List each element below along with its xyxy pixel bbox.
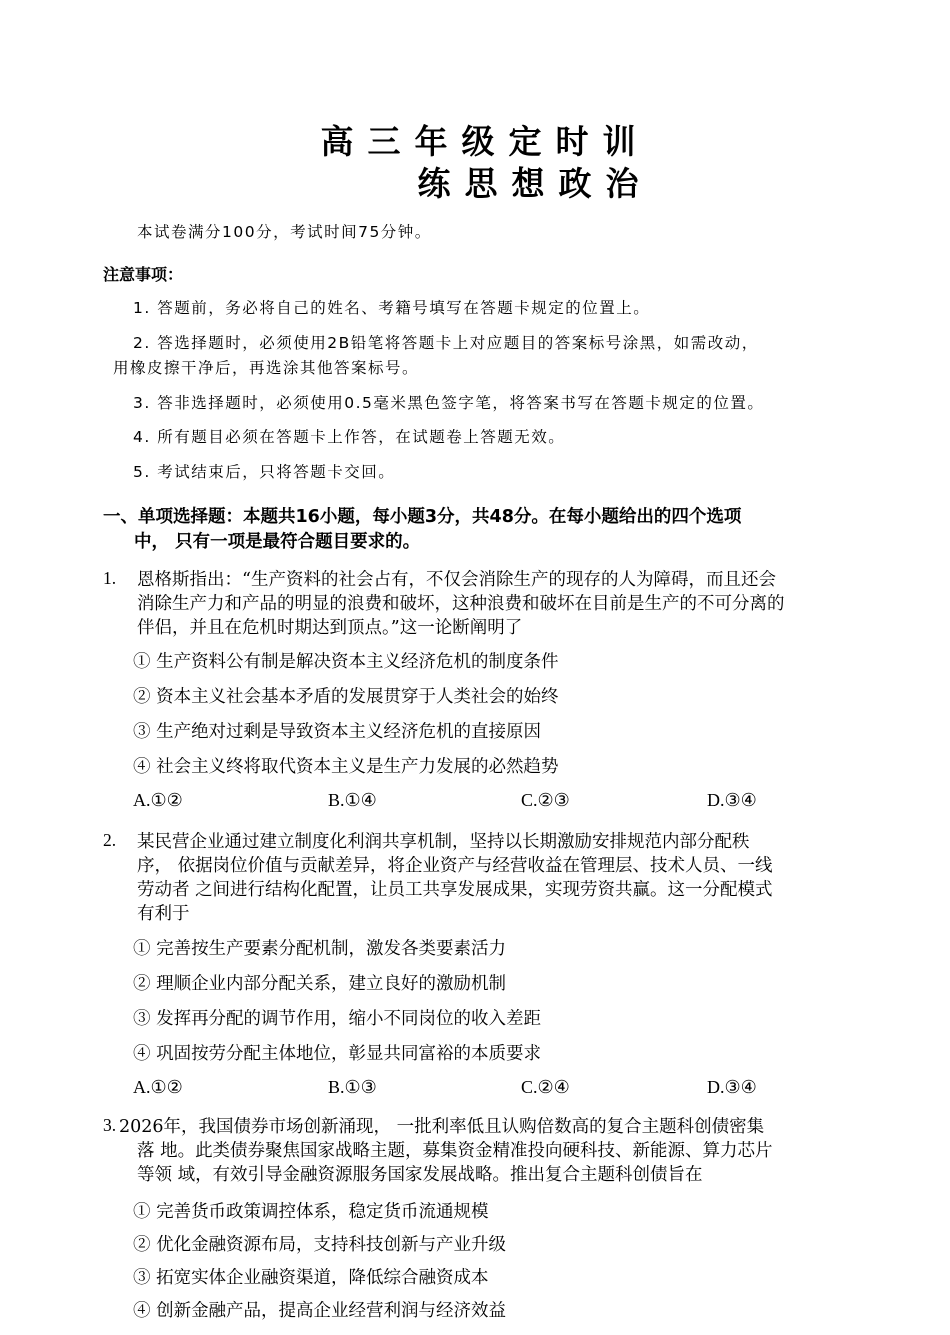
question-option: ② 资本主义社会基本矛盾的发展贯穿于人类社会的始终 [133, 687, 559, 707]
question-stem [137, 568, 785, 640]
question-option: ② 优化金融资源布局，支持科技创新与产业升级 [133, 1235, 507, 1255]
question-number: 3. [103, 1115, 117, 1135]
question-stem-line: 消除生产力和产品的明显的浪费和破坏，这种浪费和破坏在目前是生产的不可分离的 [137, 594, 785, 614]
exam-subtitle: 本试卷满分100分，考试时间75分钟。 [137, 223, 432, 241]
answer-choice-d: D.③④ [707, 790, 757, 810]
answer-choice-c: C.②③ [521, 790, 570, 810]
section-heading [103, 505, 741, 555]
question-stem-line: 恩格斯指出：“生产资料的社会占有，不仅会消除生产的现存的人为障碍，而且还会 [137, 570, 776, 590]
question-option: ③ 生产绝对过剩是导致资本主义经济危机的直接原因 [133, 722, 542, 742]
question-option: ① 生产资料公有制是解决资本主义经济危机的制度条件 [133, 652, 559, 672]
question-stem-line: 有利于 [137, 904, 190, 924]
answer-choice-a: A.①② [133, 790, 183, 810]
answer-choice-b: B.①③ [328, 1077, 377, 1097]
answer-choice-c: C.②④ [521, 1077, 570, 1097]
answer-choice-a: A.①② [133, 1077, 183, 1097]
notice-item: 4. 所有题目必须在答题卡上作答，在试题卷上答题无效。 [133, 428, 566, 446]
question-stem [137, 830, 773, 926]
question-stem-line: 2026年，我国债券市场创新涌现， 一批利率低且认购倍数高的复合主题科创债密集 [119, 1117, 765, 1137]
notice-item: 3. 答非选择题时，必须使用0.5毫米黑色签字笔，将答案书写在答题卡规定的位置。 [133, 394, 765, 412]
answer-choice-d: D.③④ [707, 1077, 757, 1097]
question-option: ① 完善按生产要素分配机制，激发各类要素活力 [133, 939, 507, 959]
question-option: ④ 创新金融产品，提高企业经营利润与经济效益 [133, 1301, 507, 1321]
question-number: 2. [103, 830, 117, 850]
question-option: ③ 发挥再分配的调节作用，缩小不同岗位的收入差距 [133, 1009, 542, 1029]
question-option: ② 理顺企业内部分配关系，建立良好的激励机制 [133, 974, 507, 994]
question-stem-line: 伴侣，并且在危机时期达到顶点。”这一论断阐明了 [137, 618, 523, 638]
notice-item: 1. 答题前，务必将自己的姓名、考籍号填写在答题卡规定的位置上。 [133, 299, 651, 317]
question-stem-line: 劳动者 之间进行结构化配置，让员工共享发展成果，实现劳资共赢。这一分配模式 [137, 880, 773, 900]
question-option: ④ 社会主义终将取代资本主义是生产力发展的必然趋势 [133, 757, 559, 777]
question-stem-line: 落 地。此类债券聚焦国家战略主题，募集资金精准投向硬科技、新能源、算力芯片 [137, 1141, 773, 1161]
notice-item: 2. 答选择题时，必须使用2B铅笔将答题卡上对应题目的答案标号涂黑，如需改动， [133, 334, 759, 352]
question-option: ④ 巩固按劳分配主体地位，彰显共同富裕的本质要求 [133, 1044, 542, 1064]
answer-choice-b: B.①④ [328, 790, 377, 810]
question-option: ③ 拓宽实体企业融资渠道，降低综合融资成本 [133, 1268, 489, 1288]
page-title-line2: 练思想政治 [417, 164, 653, 203]
notice-heading: 注意事项： [103, 265, 184, 284]
notice-item: 用橡皮擦干净后，再选涂其他答案标号。 [113, 359, 420, 377]
question-number: 1. [103, 568, 117, 588]
question-stem-cont [137, 1139, 773, 1187]
notice-item: 5. 考试结束后，只将答题卡交回。 [133, 463, 396, 481]
question-stem-line: 等领 域，有效引导金融资源服务国家发展战略。推出复合主题科创债旨在 [137, 1165, 703, 1185]
question-stem [119, 1115, 764, 1139]
section-heading-line1: 一、单项选择题：本题共16小题，每小题3分，共48分。在每小题给出的四个选项 [103, 507, 742, 527]
question-option: ① 完善货币政策调控体系，稳定货币流通规模 [133, 1202, 489, 1222]
question-stem-line: 某民营企业通过建立制度化利润共享机制，坚持以长期激励安排规范内部分配秩 [137, 832, 750, 852]
section-heading-line2: 中， 只有一项是最符合题目要求的。 [134, 532, 421, 552]
question-stem-line: 序， 依据岗位价值与贡献差异，将企业资产与经营收益在管理层、技术人员、一线 [137, 856, 773, 876]
page-title-line1: 高三年级定时训 [320, 122, 650, 161]
